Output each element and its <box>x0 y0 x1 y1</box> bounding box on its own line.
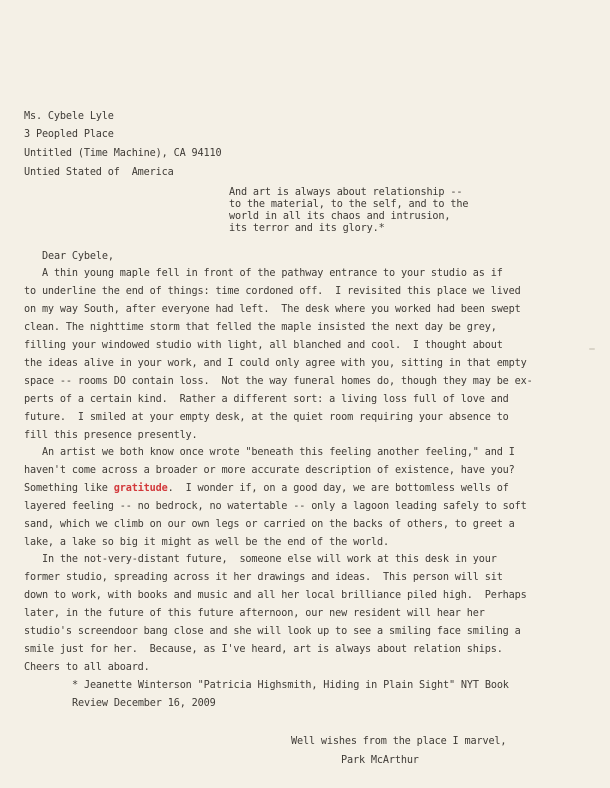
salutation: Dear Cybele, <box>42 251 114 262</box>
paragraph-2-text: . I wonder if, on a good day, we are bottomless wells of <box>167 483 509 494</box>
paragraph-1-line: perts of a certain kind. Rather a different sort: a living loss full of love and <box>24 394 509 405</box>
footnote-line: Review December 16, 2009 <box>72 698 216 709</box>
paragraph-2-line: An artist we both know once wrote "beneath this feeling another feeling," and I <box>42 447 515 458</box>
address-line-street: 3 Peopled Place <box>24 129 114 140</box>
epigraph-line: And art is always about relationship -- <box>229 187 463 198</box>
paragraph-1-line: fill this presence presently. <box>24 430 198 441</box>
paragraph-2-line <box>24 483 509 495</box>
paragraph-2-line: layered feeling -- no bedrock, no watertable -- only a lagoon leading safely to soft <box>24 501 527 512</box>
paragraph-3-line: Cheers to all aboard. <box>24 662 150 673</box>
address-line-name: Ms. Cybele Lyle <box>24 111 114 122</box>
signature-name: Park McArthur <box>341 755 419 766</box>
paragraph-2-line: lake, a lake so big it might as well be the end of the world. <box>24 537 389 548</box>
paragraph-3-line: In the not-very-distant future, someone else will work at this desk in your <box>42 554 497 565</box>
footnote-line: * Jeanette Winterson "Patricia Highsmith, Hiding in Plain Sight" NYT Book <box>72 680 509 691</box>
paragraph-1-line: the ideas alive in your work, and I could only agree with you, sitting in that empty <box>24 358 527 369</box>
paragraph-3-line: later, in the future of this future afternoon, our new resident will hear her <box>24 608 485 619</box>
paper-speck <box>589 348 595 350</box>
closing-line: Well wishes from the place I marvel, <box>291 736 507 747</box>
paragraph-1-line: on my way South, after everyone had left. The desk where you worked had been swept <box>24 304 521 315</box>
paragraph-1-line: space -- rooms DO contain loss. Not the way funeral homes do, though they may be ex- <box>24 376 533 387</box>
paragraph-1-line: to underline the end of things: time cordoned off. I revisited this place we lived <box>24 286 521 297</box>
epigraph-line: world in all its chaos and intrusion, <box>229 211 451 222</box>
address-line-city: Untitled (Time Machine), CA 94110 <box>24 148 222 159</box>
paragraph-3-line: studio's screendoor bang close and she will look up to see a smiling face smiling a <box>24 626 521 637</box>
paragraph-1-line: future. I smiled at your empty desk, at the quiet room requiring your absence to <box>24 412 509 423</box>
paragraph-2-text: Something like <box>24 483 114 494</box>
paragraph-2-line: sand, which we climb on our own legs or carried on the backs of others, to greet a <box>24 519 515 530</box>
epigraph-line: to the material, to the self, and to the <box>229 199 469 210</box>
paragraph-1-line: A thin young maple fell in front of the pathway entrance to your studio as if <box>42 268 503 279</box>
paragraph-3-line: down to work, with books and music and all her local brilliance piled high. Perhaps <box>24 590 527 601</box>
paragraph-2-line: haven't come across a broader or more accurate description of existence, have you? <box>24 465 515 476</box>
paragraph-3-line: smile just for her. Because, as I've heard, art is always about relation ships. <box>24 644 503 655</box>
red-typed-word: gratitude <box>113 483 168 494</box>
paragraph-1-line: clean. The nighttime storm that felled the maple insisted the next day be grey, <box>24 322 497 333</box>
epigraph-line: its terror and its glory.* <box>229 223 385 234</box>
address-line-country: Untied Stated of America <box>24 167 174 178</box>
paragraph-1-line: filling your windowed studio with light, all blanched and cool. I thought about <box>24 340 503 351</box>
paragraph-3-line: former studio, spreading across it her drawings and ideas. This person will sit <box>24 572 503 583</box>
